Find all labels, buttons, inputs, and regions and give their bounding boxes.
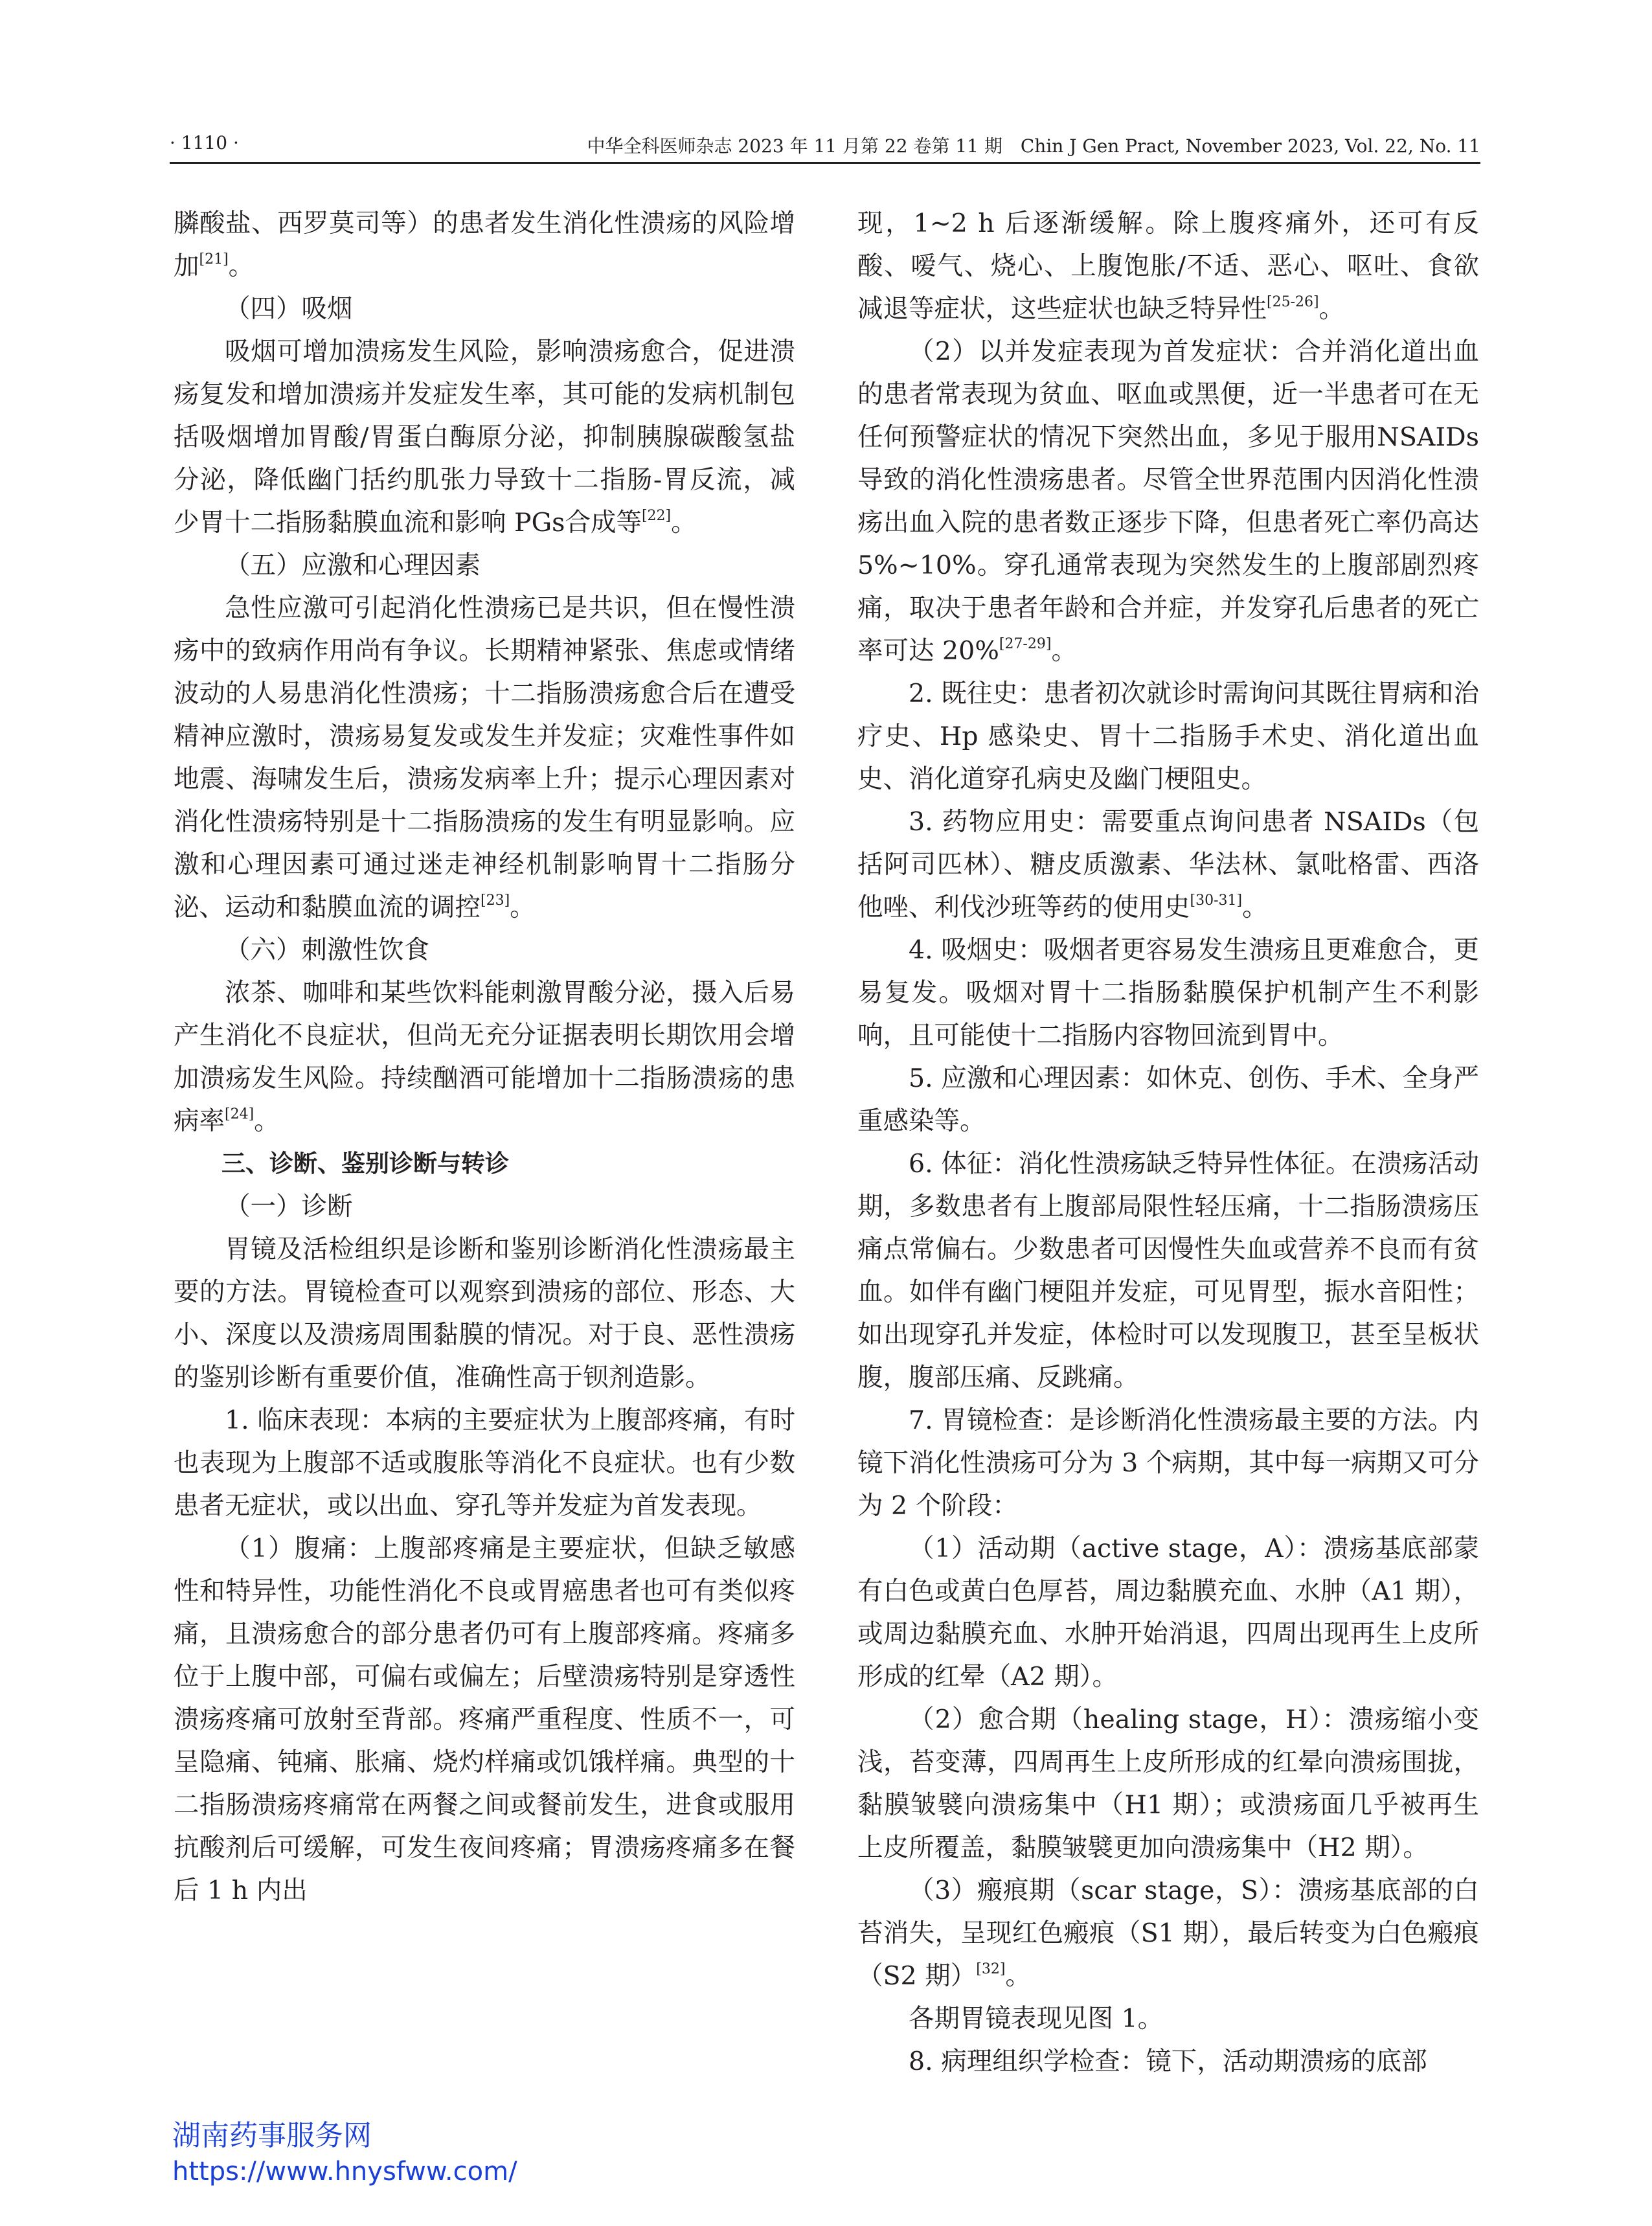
paragraph-text: 3. 药物应用史：需要重点询问患者 NSAIDs（包括阿司匹林）、糖皮质激素、华法林、氯吡格雷、西洛他唑、利伐沙班等药的使用史 <box>857 807 1479 922</box>
paragraph-end-punct: 。 <box>1005 1961 1031 1991</box>
paragraph-end-punct: 。 <box>254 1106 280 1136</box>
paragraph-text: 三、诊断、鉴别诊断与转诊 <box>221 1150 509 1177</box>
paragraph-text: 各期胃镜表现见图 1。 <box>909 2004 1164 2034</box>
paragraph <box>857 2040 1479 2083</box>
paragraph-end-punct: 。 <box>510 892 536 922</box>
paragraph <box>174 330 795 544</box>
paragraph-text: 浓茶、咖啡和某些饮料能刺激胃酸分泌，摄入后易产生消化不良症状，但尚无充分证据表明长期饮用会增加溃疡发生风险。持续酗酒可能增加十二指肠溃疡的患病率 <box>174 978 795 1136</box>
paragraph-text: 7. 胃镜检查：是诊断消化性溃疡最主要的方法。内镜下消化性溃疡可分为 3 个病期，其中每一病期又可分为 2 个阶段： <box>857 1405 1479 1521</box>
paragraph-text: 急性应激可引起消化性溃疡已是共识，但在慢性溃疡中的致病作用尚有争议。长期精神紧张、焦虑或情绪波动的人易患消化性溃疡；十二指肠溃疡愈合后在遭受精神应激时，溃疡易复发或发生并发症；灾难性事件如地震、海啸发生后，溃疡发病率上升；提示心理因素对消化性溃疡特别是十二指肠溃疡的发生有明显影响。应激和心理因素可通过迷走神经机制影响胃十二指肠分泌、运动和黏膜血流的调控 <box>174 593 795 922</box>
paragraph <box>857 1399 1479 1527</box>
paragraph-text: （2）愈合期（healing stage，H）：溃疡缩小变浅，苔变薄，四周再生上皮所形成的红晕向溃疡围拢，黏膜皱襞向溃疡集中（H1 期）；或溃疡面几乎被再生上皮所覆盖，黏膜皱襞更加向溃疡集中（H2 期）。 <box>857 1705 1479 1863</box>
citation-ref: [24] <box>225 1106 255 1122</box>
paragraph <box>174 1228 795 1399</box>
paragraph-end-punct: 。 <box>228 251 255 281</box>
paragraph-end-punct: 。 <box>1242 892 1268 922</box>
paragraph <box>857 1057 1479 1142</box>
paragraph-text: 6. 体征：消化性溃疡缺乏特异性体征。在溃疡活动期，多数患者有上腹部局限性轻压痛，十二指肠溃疡压痛点常偏右。少数患者可因慢性失血或营养不良而有贫血。如伴有幽门梗阻并发症，可见胃型，振水音阳性；如出现穿孔并发症，体检时可以发现腹卫，甚至呈板状腹，腹部压痛、反跳痛。 <box>857 1149 1479 1392</box>
watermark-footer <box>172 2118 517 2189</box>
paragraph <box>857 330 1479 672</box>
page-number: · 1110 · <box>170 132 239 153</box>
left-column <box>174 202 795 1912</box>
right-column <box>857 202 1479 2083</box>
paragraph <box>857 1698 1479 1869</box>
paragraph-text: 1. 临床表现：本病的主要症状为上腹部疼痛，有时也表现为上腹部不适或腹胀等消化不良症状。也有少数患者无症状，或以出血、穿孔等并发症为首发表现。 <box>174 1405 795 1521</box>
paragraph-text: （五）应激和心理因素 <box>225 551 481 580</box>
paragraph-text: （3）瘢痕期（scar stage，S）：溃疡基底部的白苔消失，呈现红色瘢痕（S1 期），最后转变为白色瘢痕（S2 期） <box>857 1876 1479 1991</box>
paragraph-text: （2）以并发症表现为首发症状：合并消化道出血的患者常表现为贫血、呕血或黑便，近一半患者可在无任何预警症状的情况下突然出血，多见于服用NSAIDs导致的消化性溃疡患者。尽管全世界范围内因消化性溃疡出血入院的患者数正逐步下降，但患者死亡率仍高达 5%~10%。穿孔通常表现为突然发生的上腹部剧烈疼痛，取决于患者年龄和合并症，并发穿孔后患者的死亡率可达 20% <box>857 337 1479 666</box>
section-heading <box>174 1142 795 1185</box>
paragraph <box>857 801 1479 929</box>
paragraph-text: 吸烟可增加溃疡发生风险，影响溃疡愈合，促进溃疡复发和增加溃疡并发症发生率，其可能的发病机制包括吸烟增加胃酸/胃蛋白酶原分泌，抑制胰腺碳酸氢盐分泌，降低幽门括约肌张力导致十二指肠-胃反流，减少胃十二指肠黏膜血流和影响 PGs合成等 <box>174 337 795 538</box>
citation-ref: [27-29] <box>999 636 1052 652</box>
journal-citation: 中华全科医师杂志 2023 年 11 月第 22 卷第 11 期 Chin J Gen Pract, November 2023, Vol. 22, No. 11 <box>587 135 1480 157</box>
paragraph-text: 2. 既往史：患者初次就诊时需询问其既往胃病和治疗史、Hp 感染史、胃十二指肠手术史、消化道出血史、消化道穿孔病史及幽门梗阻史。 <box>857 679 1479 794</box>
paragraph <box>174 202 795 288</box>
paragraph-end-punct: 。 <box>671 508 697 538</box>
paragraph <box>174 1527 795 1912</box>
paragraph <box>857 1997 1479 2040</box>
paragraph <box>174 971 795 1142</box>
paragraph-text: 5. 应激和心理因素：如休克、创伤、手术、全身严重感染等。 <box>857 1063 1479 1136</box>
citation-ref: [23] <box>481 892 510 909</box>
citation-ref: [21] <box>199 251 229 267</box>
citation-ref: [30-31] <box>1190 892 1243 909</box>
paragraph-text: （一）诊断 <box>225 1192 353 1221</box>
paragraph <box>857 1527 1479 1698</box>
subsection-heading <box>174 929 795 971</box>
citation-ref: [32] <box>976 1961 1006 1977</box>
subsection-heading <box>174 1185 795 1228</box>
paragraph-end-punct: 。 <box>1051 636 1077 666</box>
subsection-heading <box>174 544 795 587</box>
paragraph <box>857 929 1479 1057</box>
paragraph-end-punct: 。 <box>1318 294 1345 324</box>
paragraph <box>174 1399 795 1527</box>
paragraph-text: （六）刺激性饮食 <box>225 935 429 965</box>
site-url-link[interactable]: https://www.hnysfww.com/ <box>172 2157 517 2186</box>
paragraph-text: （1）腹痛：上腹部疼痛是主要症状，但缺乏敏感性和特异性，功能性消化不良或胃癌患者也可有类似疼痛，且溃疡愈合的部分患者仍可有上腹部疼痛。疼痛多位于上腹中部，可偏右或偏左；后壁溃疡特别是穿透性溃疡疼痛可放射至背部。疼痛严重程度、性质不一，可呈隐痛、钝痛、胀痛、烧灼样痛或饥饿样痛。典型的十二指肠溃疡疼痛常在两餐之间或餐前发生，进食或服用抗酸剂后可缓解，可发生夜间疼痛；胃溃疡疼痛多在餐后 1 h 内出 <box>174 1534 795 1905</box>
citation-ref: [25-26] <box>1267 294 1319 310</box>
site-name: 湖南药事服务网 <box>172 2119 372 2152</box>
paragraph-text: 膦酸盐、西罗莫司等）的患者发生消化性溃疡的风险增加 <box>174 209 795 281</box>
paragraph <box>857 202 1479 330</box>
paragraph <box>857 672 1479 801</box>
paragraph-text: 胃镜及活检组织是诊断和鉴别诊断消化性溃疡最主要的方法。胃镜检查可以观察到溃疡的部位、形态、大小、深度以及溃疡周围黏膜的情况。对于良、恶性溃疡的鉴别诊断有重要价值，准确性高于钡剂造影。 <box>174 1234 795 1392</box>
paragraph <box>174 587 795 929</box>
running-header <box>170 128 1480 164</box>
subsection-heading <box>174 288 795 330</box>
paragraph-text: （四）吸烟 <box>225 294 353 324</box>
paragraph <box>857 1869 1479 1997</box>
citation-ref: [22] <box>641 508 672 524</box>
paragraph <box>857 1142 1479 1399</box>
paragraph-text: 现，1~2 h 后逐渐缓解。除上腹疼痛外，还可有反酸、嗳气、烧心、上腹饱胀/不适、恶心、呕吐、食欲减退等症状，这些症状也缺乏特异性 <box>857 209 1479 324</box>
paragraph-text: 8. 病理组织学检查：镜下，活动期溃疡的底部 <box>909 2047 1427 2076</box>
paragraph-text: 4. 吸烟史：吸烟者更容易发生溃疡且更难愈合，更易复发。吸烟对胃十二指肠黏膜保护机制产生不利影响，且可能使十二指肠内容物回流到胃中。 <box>857 935 1479 1051</box>
paragraph-text: （1）活动期（active stage，A）：溃疡基底部蒙有白色或黄白色厚苔，周边黏膜充血、水肿（A1 期），或周边黏膜充血、水肿开始消退，四周出现再生上皮所形成的红晕（A2 期）。 <box>857 1534 1479 1692</box>
